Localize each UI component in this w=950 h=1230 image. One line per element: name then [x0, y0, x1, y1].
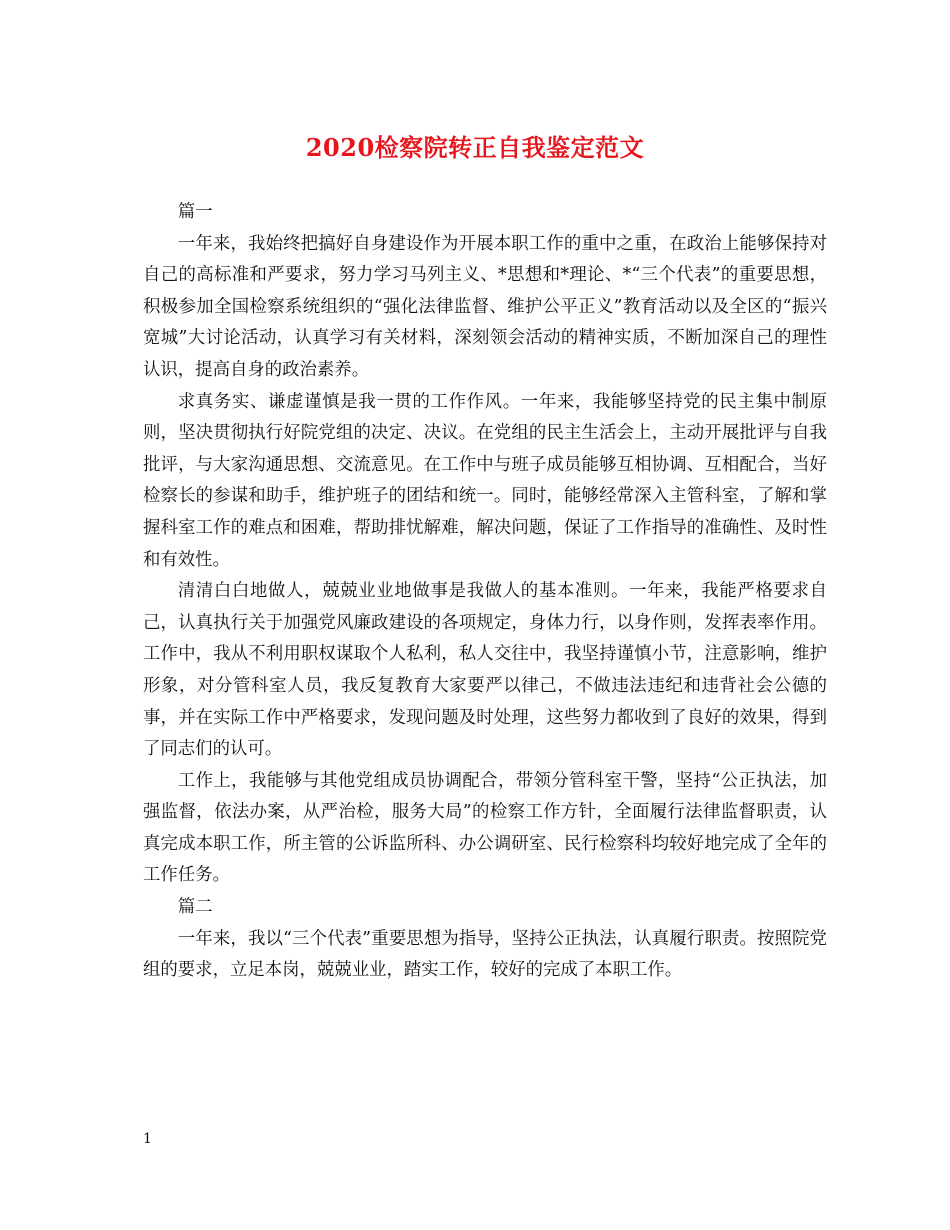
paragraph: 一年来，我以“三个代表”重要思想为指导，坚持公正执法，认真履行职责。按照院党组的要求，立足本岗，兢兢业业，踏实工作，较好的完成了本职工作。 — [143, 928, 827, 981]
document-title: 2020检察院转正自我鉴定范文 — [305, 133, 645, 162]
paragraph: 求真务实、谦虚谨慎是我一贯的工作作风。一年来，我能够坚持党的民主集中制原则，坚决贯彻执行好院党组的决定、决议。在党组的民主生活会上，主动开展批评与自我批评，与大家沟通思想、交流意见。在工作中与班子成员能够互相协调、互相配合，当好检察长的参谋和助手，维护班子的团结和统一。同时，能够经常深入主管科室，了解和掌握科室工作的难点和困难，帮助排忧解难，解决问题，保证了工作指导的准确性、及时性和有效性。 — [143, 391, 827, 570]
section-heading-2: 篇二 — [177, 897, 213, 918]
document-body — [143, 197, 827, 987]
section-heading-1: 篇一 — [177, 202, 213, 222]
paragraph: 一年来，我始终把搞好自身建设作为开展本职工作的重中之重，在政治上能够保持对自己的高标准和严要求，努力学习马列主义、*思想和*理论、*“三个代表”的重要思想，积极参加全国检察系统组织的“强化法律监督、维护公平正义”教育活动以及全区的“振兴宽城”大讨论活动，认真学习有关材料，深刻领会活动的精神实质，不断加深自己的理性认识，提高自身的政治素养。 — [143, 233, 827, 380]
paragraph: 工作上，我能够与其他党组成员协调配合，带领分管科室干警，坚持“公正执法，加强监督，依法办案，从严治检，服务大局”的检察工作方针，全面履行法律监督职责，认真完成本职工作，所主管的公诉监所科、办公调研室、民行检察科均较好地完成了全年的工作任务。 — [143, 770, 827, 886]
paragraph: 清清白白地做人，兢兢业业地做事是我做人的基本准则。一年来，我能严格要求自己，认真执行关于加强党风廉政建设的各项规定，身体力行，以身作则，发挥表率作用。工作中，我从不利用职权谋取个人私利，私人交往中，我坚持谨慎小节，注意影响，维护形象，对分管科室人员，我反复教育大家要严以律己，不做违法违纪和违背社会公德的事，并在实际工作中严格要求，发现问题及时处理，这些努力都收到了良好的效果，得到了同志们的认可。 — [143, 581, 827, 760]
page-number: 1 — [143, 1131, 152, 1147]
